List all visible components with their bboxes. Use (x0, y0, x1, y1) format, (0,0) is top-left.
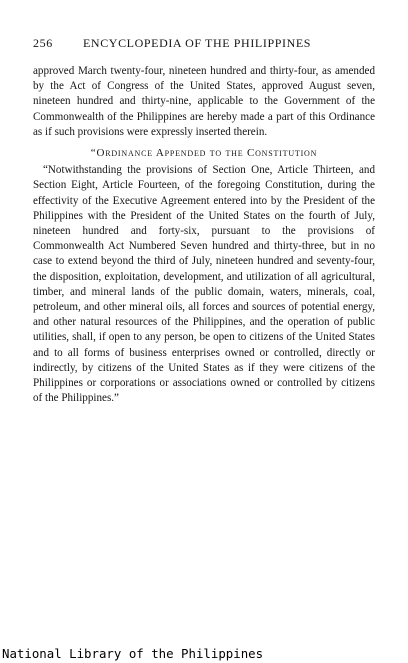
ordinance-paragraph: “Notwithstanding the provisions of Section One, Article Thirteen, and Section Eight, Article Fourteen, of the foregoing Constitution, during the effectivity of the Executive Agreement entered into by the President of the Philippines with the President of the United States on the fourth of July, nineteen hundred and forty-six, pursuant to the provisions of Commonwealth Act Numbered Seven hundred and thirty-three, but in no case to extend beyond the third of July, nineteen hundred and seventy-four, the disposition, exploitation, development, and utilization of all agricultural, timber, and mineral lands of the public domain, waters, minerals, coal, petroleum, and other mineral oils, all forces and sources of potential energy, and other natural resources of the Philippines, and the operation of public utilities, shall, if open to any person, be open to citizens of the United States and to all forms of business enterprises owned or controlled, directly or indirectly, by citizens of the United States as if they were citizens of the Philippines or corporations or associations owned or controlled by citizens of the Philippines.” (33, 164, 375, 405)
section-heading: “Ordinance Appended to the Constitution (90, 147, 318, 160)
running-header (33, 36, 379, 52)
running-title: ENCYCLOPEDIA OF THE PHILIPPINES (83, 36, 312, 50)
paragraph-continuation: approved March twenty-four, nineteen hundred and thirty-four, as amended by the Act of Congress of the United States, approved August seven, nineteen hundred and thirty-nine, applicable to the Government of the Commonwealth of the Philippines are hereby made a part of this Ordinance as if such provisions were expressly inserted therein. (33, 65, 375, 138)
body-text (33, 64, 375, 406)
page-number: 256 (33, 36, 53, 50)
library-footer: National Library of the Philippines (2, 646, 264, 661)
